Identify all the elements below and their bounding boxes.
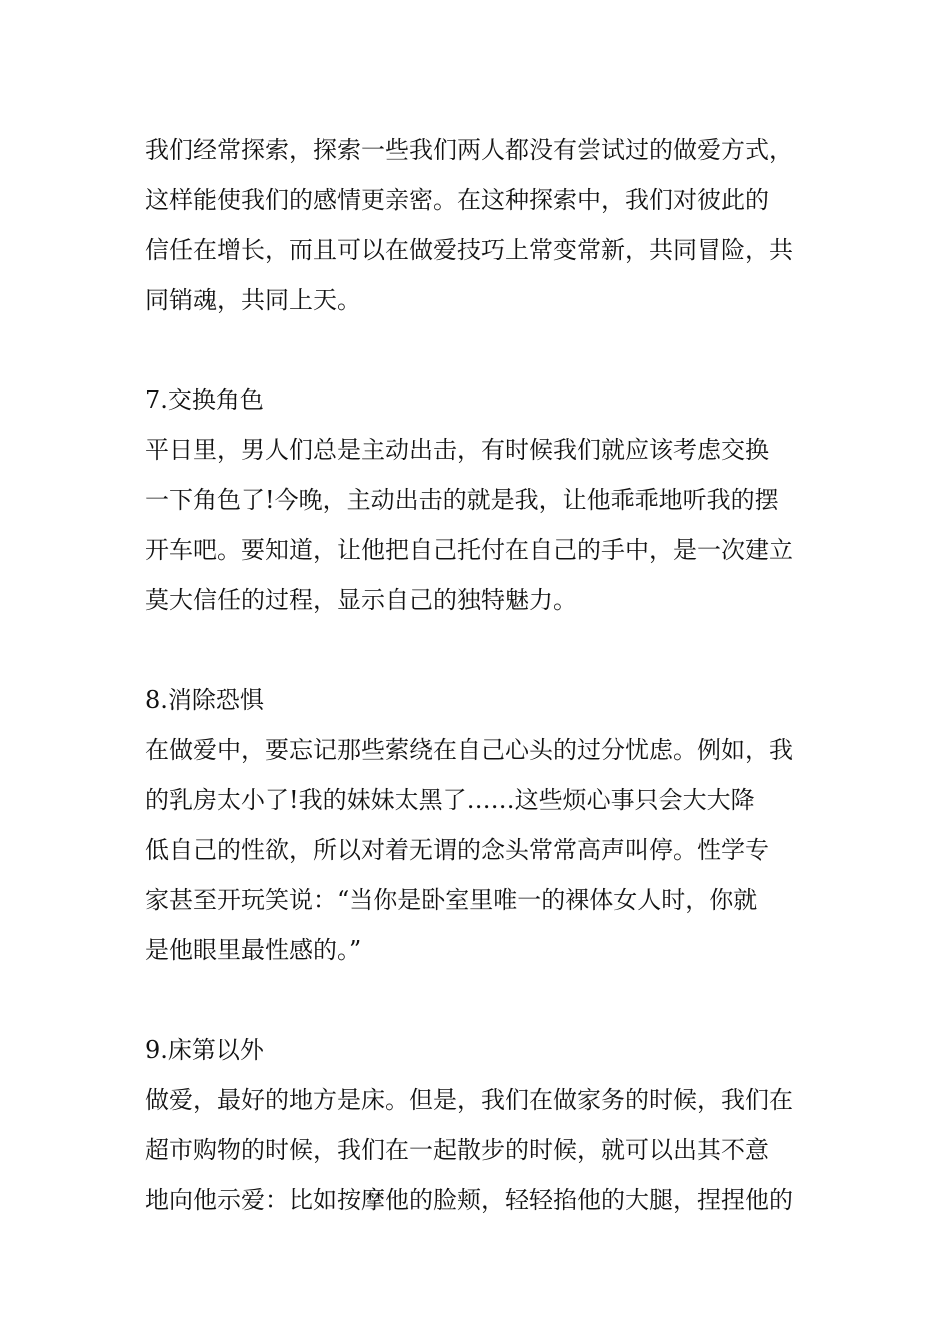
paragraph-line: 开车吧。要知道，让他把自己托付在自己的手中，是一次建立 [145, 536, 793, 564]
document-body [145, 125, 815, 1225]
paragraph-line: 的乳房太小了!我的妹妹太黑了……这些烦心事只会大大降 [145, 786, 755, 814]
paragraph-line: 超市购物的时候，我们在一起散步的时候，就可以出其不意 [145, 1136, 769, 1164]
paragraph-line: 在做爱中，要忘记那些萦绕在自己心头的过分忧虑。例如，我 [145, 736, 793, 764]
section-heading: 8.消除恐惧 [145, 686, 264, 714]
section-spacer [145, 325, 815, 375]
paragraph-line: 低自己的性欲，所以对着无谓的念头常常高声叫停。性学专 [145, 836, 769, 864]
section-7 [145, 375, 815, 625]
paragraph-line: 平日里，男人们总是主动出击，有时候我们就应该考虑交换 [145, 436, 769, 464]
paragraph-line: 是他眼里最性感的。” [145, 936, 362, 964]
paragraph-line: 莫大信任的过程，显示自己的独特魅力。 [145, 586, 577, 614]
section-intro [145, 125, 815, 325]
paragraph-line: 同销魂，共同上天。 [145, 286, 361, 314]
section-heading: 7.交换角色 [145, 386, 264, 414]
paragraph-line: 地向他示爱：比如按摩他的脸颊，轻轻掐他的大腿，捏捏他的 [145, 1186, 793, 1214]
paragraph-line: 这样能使我们的感情更亲密。在这种探索中，我们对彼此的 [145, 186, 769, 214]
paragraph-line: 我们经常探索，探索一些我们两人都没有尝试过的做爱方式， [145, 136, 793, 164]
section-8 [145, 675, 815, 975]
paragraph-line: 一下角色了!今晚，主动出击的就是我，让他乖乖地听我的摆 [145, 486, 779, 514]
paragraph-line: 家甚至开玩笑说：“当你是卧室里唯一的裸体女人时，你就 [145, 886, 758, 914]
paragraph-line: 信任在增长，而且可以在做爱技巧上常变常新，共同冒险，共 [145, 236, 793, 264]
section-heading: 9.床第以外 [145, 1036, 264, 1064]
paragraph-line: 做爱，最好的地方是床。但是，我们在做家务的时候，我们在 [145, 1086, 793, 1114]
section-spacer [145, 625, 815, 675]
section-spacer [145, 975, 815, 1025]
section-9 [145, 1025, 815, 1225]
